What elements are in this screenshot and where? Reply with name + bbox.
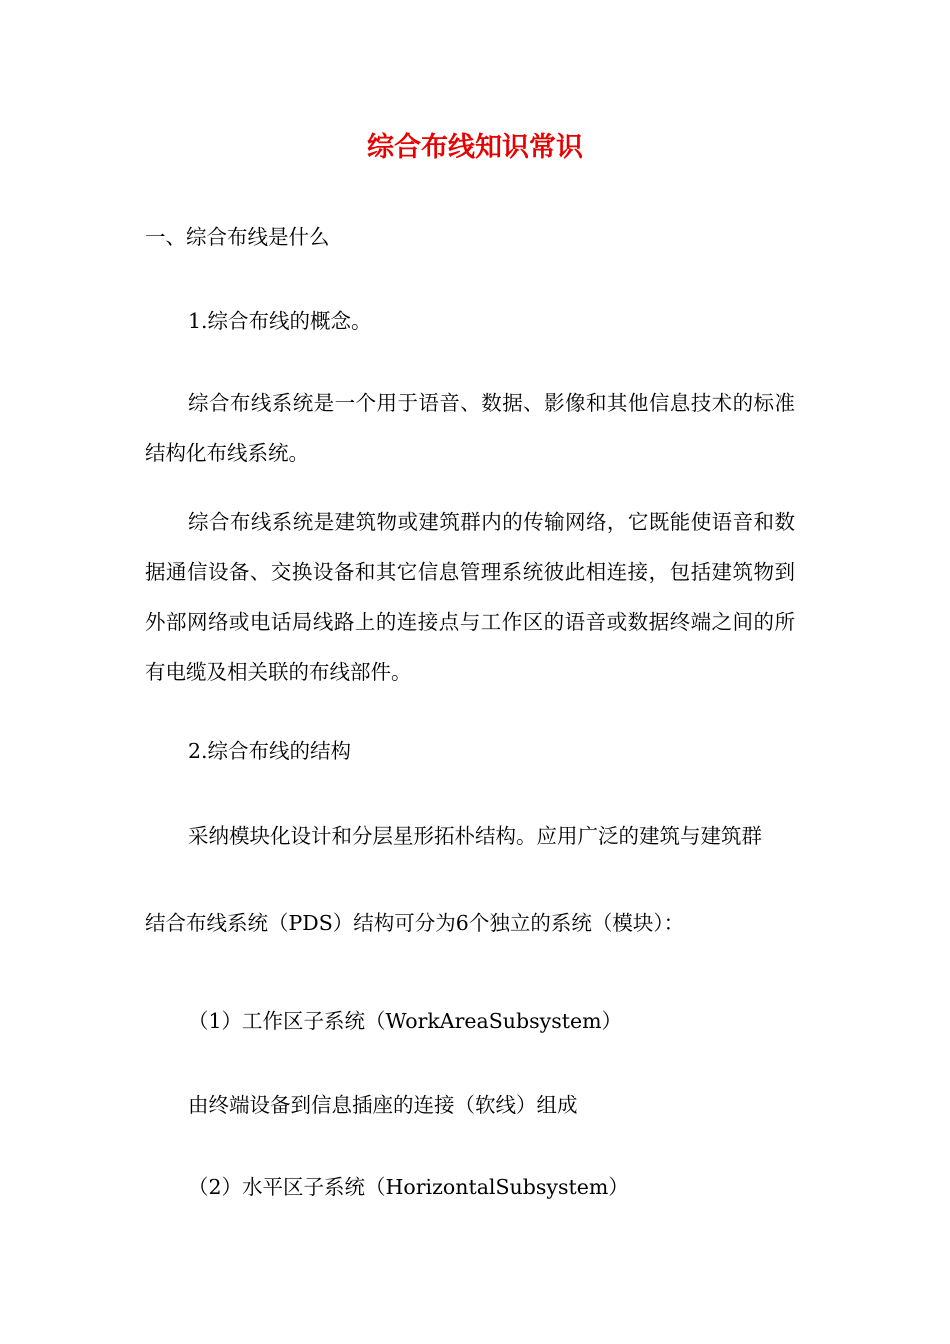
document-title: 综合布线知识常识	[367, 132, 583, 163]
item-heading-concept: 1.综合布线的概念。	[188, 309, 372, 333]
paragraph-definition: 综合布线系统是一个用于语音、数据、影像和其他信息技术的标准结构化布线系统。	[145, 391, 795, 465]
section-heading: 一、综合布线是什么	[145, 225, 330, 249]
subsystem-heading-work-area: （1）工作区子系统（WorkAreaSubsystem）	[188, 1009, 623, 1033]
paragraph-structure-line1: 采纳模块化设计和分层星形拓朴结构。应用广泛的建筑与建筑群	[188, 824, 762, 848]
paragraph-structure-line2: 结合布线系统（PDS）结构可分为6个独立的系统（模块）：	[145, 911, 685, 935]
item-heading-structure: 2.综合布线的结构	[188, 739, 352, 763]
paragraph-network: 综合布线系统是建筑物或建筑群内的传输网络，它既能使语音和数据通信设备、交换设备和其它信息管理系统彼此相连接，包括建筑物到外部网络或电话局线路上的连接点与工作区的语音或数据终端之间的所有电缆及相关联的布线部件。	[145, 510, 795, 684]
subsystem-heading-horizontal: （2）水平区子系统（HorizontalSubsystem）	[188, 1175, 629, 1199]
subsystem-description-work-area: 由终端设备到信息插座的连接（软线）组成	[188, 1093, 578, 1117]
